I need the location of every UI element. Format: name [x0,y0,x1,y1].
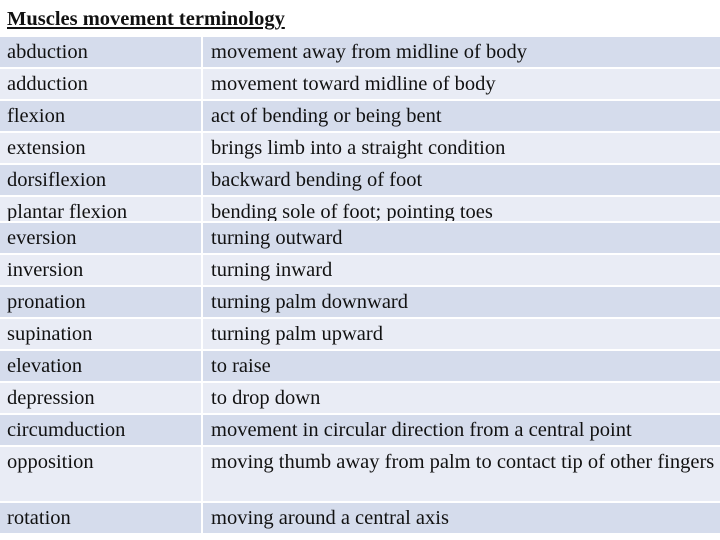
term-cell: adduction [0,69,203,99]
table-row [0,381,720,413]
table-row [0,99,720,131]
table-row [0,221,720,253]
definition-cell: to raise [203,351,720,381]
term-cell: flexion [0,101,203,131]
table-row [0,501,720,533]
term-cell: plantar flexion [0,197,203,227]
table-row [0,413,720,445]
table-row [0,253,720,285]
term-cell: abduction [0,37,203,67]
table-row [0,445,720,501]
term-cell: opposition [0,447,203,501]
definition-cell: movement in circular direction from a central point [203,415,720,445]
definition-cell: turning outward [203,223,720,253]
term-cell: circumduction [0,415,203,445]
term-cell: dorsiflexion [0,165,203,195]
table-row [0,285,720,317]
definition-cell: act of bending or being bent [203,101,720,131]
table-row [0,163,720,195]
term-cell: depression [0,383,203,413]
term-cell: elevation [0,351,203,381]
term-cell: extension [0,133,203,163]
table-row [0,349,720,381]
table-row [0,131,720,163]
term-cell: pronation [0,287,203,317]
page-title: Muscles movement terminology [7,8,285,30]
term-cell: inversion [0,255,203,285]
table-row [0,67,720,99]
definition-cell: bending sole of foot; pointing toes [203,197,720,227]
definition-cell: to drop down [203,383,720,413]
table-row [0,35,720,67]
definition-cell: movement toward midline of body [203,69,720,99]
definition-cell: turning inward [203,255,720,285]
definition-cell: turning palm downward [203,287,720,317]
terminology-table-2 [0,221,720,533]
term-cell: rotation [0,503,203,533]
terminology-table-1 [0,35,720,227]
definition-cell: turning palm upward [203,319,720,349]
definition-cell: backward bending of foot [203,165,720,195]
table-row [0,317,720,349]
definition-cell: movement away from midline of body [203,37,720,67]
term-cell: supination [0,319,203,349]
definition-cell: moving around a central axis [203,503,720,533]
definition-cell: moving thumb away from palm to contact tip of other fingers [203,447,720,501]
term-cell: eversion [0,223,203,253]
definition-cell: brings limb into a straight condition [203,133,720,163]
